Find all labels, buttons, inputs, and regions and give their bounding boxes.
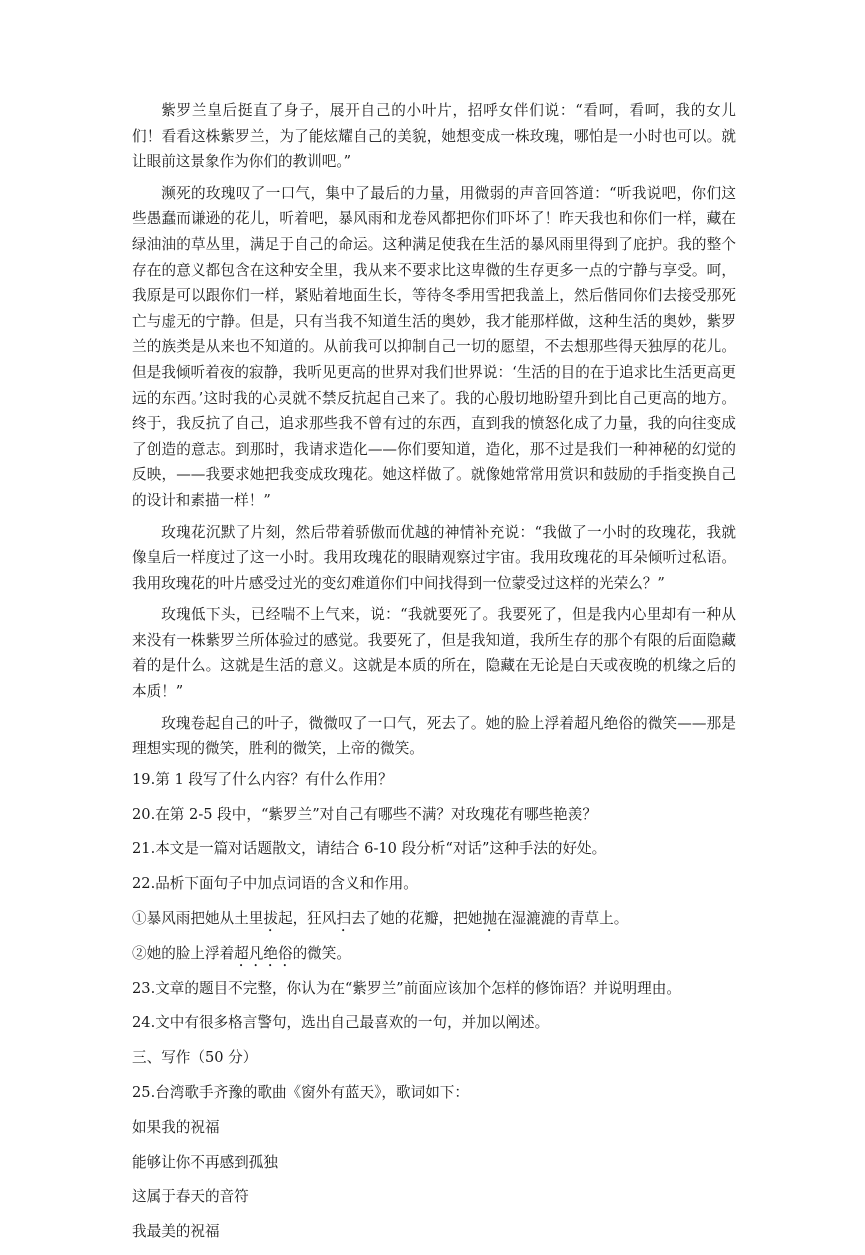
- sentence-1-part-c: 起，狂风: [277, 910, 337, 928]
- passage-paragraph-4: 玫瑰低下头，已经喘不上气来，说：“我就要死了。我要死了，但是我内心里却有一种从来没有一株紫罗兰所体验过的感觉。我要死了，但是我知道，我所生存的那个有限的后面隐藏着的是什么。这就是生活的意义。这就是本质的所在，隐藏在无论是白天或夜晚的机缘之后的本质！”: [132, 606, 736, 701]
- question-25: 25.台湾歌手齐豫的歌曲《窗外有蓝天》，歌词如下：: [132, 1084, 469, 1102]
- dotted-word-chaofanjuesu: 超凡绝俗: [234, 944, 293, 962]
- sentence-2-part-c: 的微笑。: [292, 944, 351, 962]
- question-19: 19.第 1 段写了什么内容？有什么作用？: [132, 770, 393, 788]
- question-24: 24.文中有很多格言警句，选出自己最喜欢的一句，并加以阐述。: [132, 1014, 550, 1032]
- question-23: 23.文章的题目不完整，你认为在“紫罗兰”前面应该加个怎样的修饰语？并说明理由。: [132, 979, 681, 997]
- lyric-line-4: 我最美的祝福: [132, 1223, 220, 1241]
- question-21: 21.本文是一篇对话题散文，请结合 6-10 段分析“对话”这种手法的好处。: [132, 840, 607, 858]
- sentence-2-part-a: ②她的脸上浮着: [132, 944, 235, 962]
- lyric-line-3: 这属于春天的音符: [132, 1188, 249, 1206]
- passage-paragraph-2: 濒死的玫瑰叹了一口气，集中了最后的力量，用微弱的声音回答道：“听我说吧，你们这些愚蠢而谦逊的花儿，听着吧，暴风雨和龙卷风都把你们吓坏了！昨天我也和你们一样，藏在绿油油的草丛里，满足于自己的命运。这种满足使我在生活的暴风雨里得到了庇护。我的整个存在的意义都包含在这种安全里，我从来不要求比这卑微的生存更多一点的宁静与享受。呵，我原是可以跟你们一样，紧贴着地面生长，等待冬季用雪把我盖上，然后偕同你们去接受那死亡与虚无的宁静。但是，只有当我不知道生活的奥妙，我才能那样做，这种生活的奥妙，紫罗兰的族类是从来也不知道的。从前我可以抑制自己一切的愿望，不去想那些得天独厚的花儿。但是我倾听着夜的寂静，我听见更高的世界对我们世界说：‘生活的目的在于追求比生活更高更远的东西。’这时我的心灵就不禁反抗起自己来了。我的心殷切地盼望升到比自己更高的地方。终于，我反抗了自己，追求那些我不曾有过的东西，直到我的愤怒化成了力量，我的向往变成了创造的意志。到那时，我请求造化——你们要知道，造化，那不过是我们一种神秘的幻觉的反映，——我要求她把我变成玫瑰花。她这样做了。就像她常常用赏识和鼓励的手指变换自己的设计和素描一样！”: [132, 184, 736, 509]
- document-page: [132, 98, 736, 1255]
- question-22: 22.品析下面句子中加点词语的含义和作用。: [132, 875, 418, 893]
- passage-paragraph-3: 玫瑰花沉默了片刻，然后带着骄傲而优越的神情补充说：“我做了一小时的玫瑰花，我就像皇后一样度过了这一小时。我用玫瑰花的眼睛观察过宇宙。我用玫瑰花的耳朵倾听过私语。我用玫瑰花的叶片感受过光的变幻难道你们中间找得到一位蒙受过这样的光荣么？”: [132, 523, 736, 592]
- lyric-line-1: 如果我的祝福: [132, 1118, 220, 1136]
- dotted-word-ba: 拔: [263, 910, 278, 928]
- sentence-1-part-e: 去了她的花瓣，把她: [350, 910, 483, 928]
- sentence-1: [132, 907, 736, 942]
- sentence-1-part-g: 在湿漉漉的青草上。: [496, 910, 629, 928]
- sentence-1-part-a: ①暴风雨把她从土里: [132, 910, 264, 928]
- question-20: 20.在第 2-5 段中，“紫罗兰”对自己有哪些不满？对玫瑰花有哪些艳羡？: [132, 805, 597, 823]
- dotted-word-sao: 扫: [336, 910, 351, 928]
- sentence-2: [132, 942, 736, 977]
- writing-section-heading: 三、写作（50 分）: [132, 1049, 258, 1067]
- lyric-line-2: 能够让你不再感到孤独: [132, 1153, 278, 1171]
- passage-paragraph-1: 紫罗兰皇后挺直了身子，展开自己的小叶片，招呼女伴们说：“看呵，看呵，我的女儿们！看看这株紫罗兰，为了能炫耀自己的美貌，她想变成一株玫瑰，哪怕是一小时也可以。就让眼前这景象作为你们的教训吧。”: [132, 102, 736, 171]
- passage-paragraph-5: 玫瑰卷起自己的叶子，微微叹了一口气，死去了。她的脸上浮着超凡绝俗的微笑——那是理想实现的微笑，胜利的微笑，上帝的微笑。: [132, 714, 736, 758]
- dotted-word-pao: 抛: [482, 910, 497, 928]
